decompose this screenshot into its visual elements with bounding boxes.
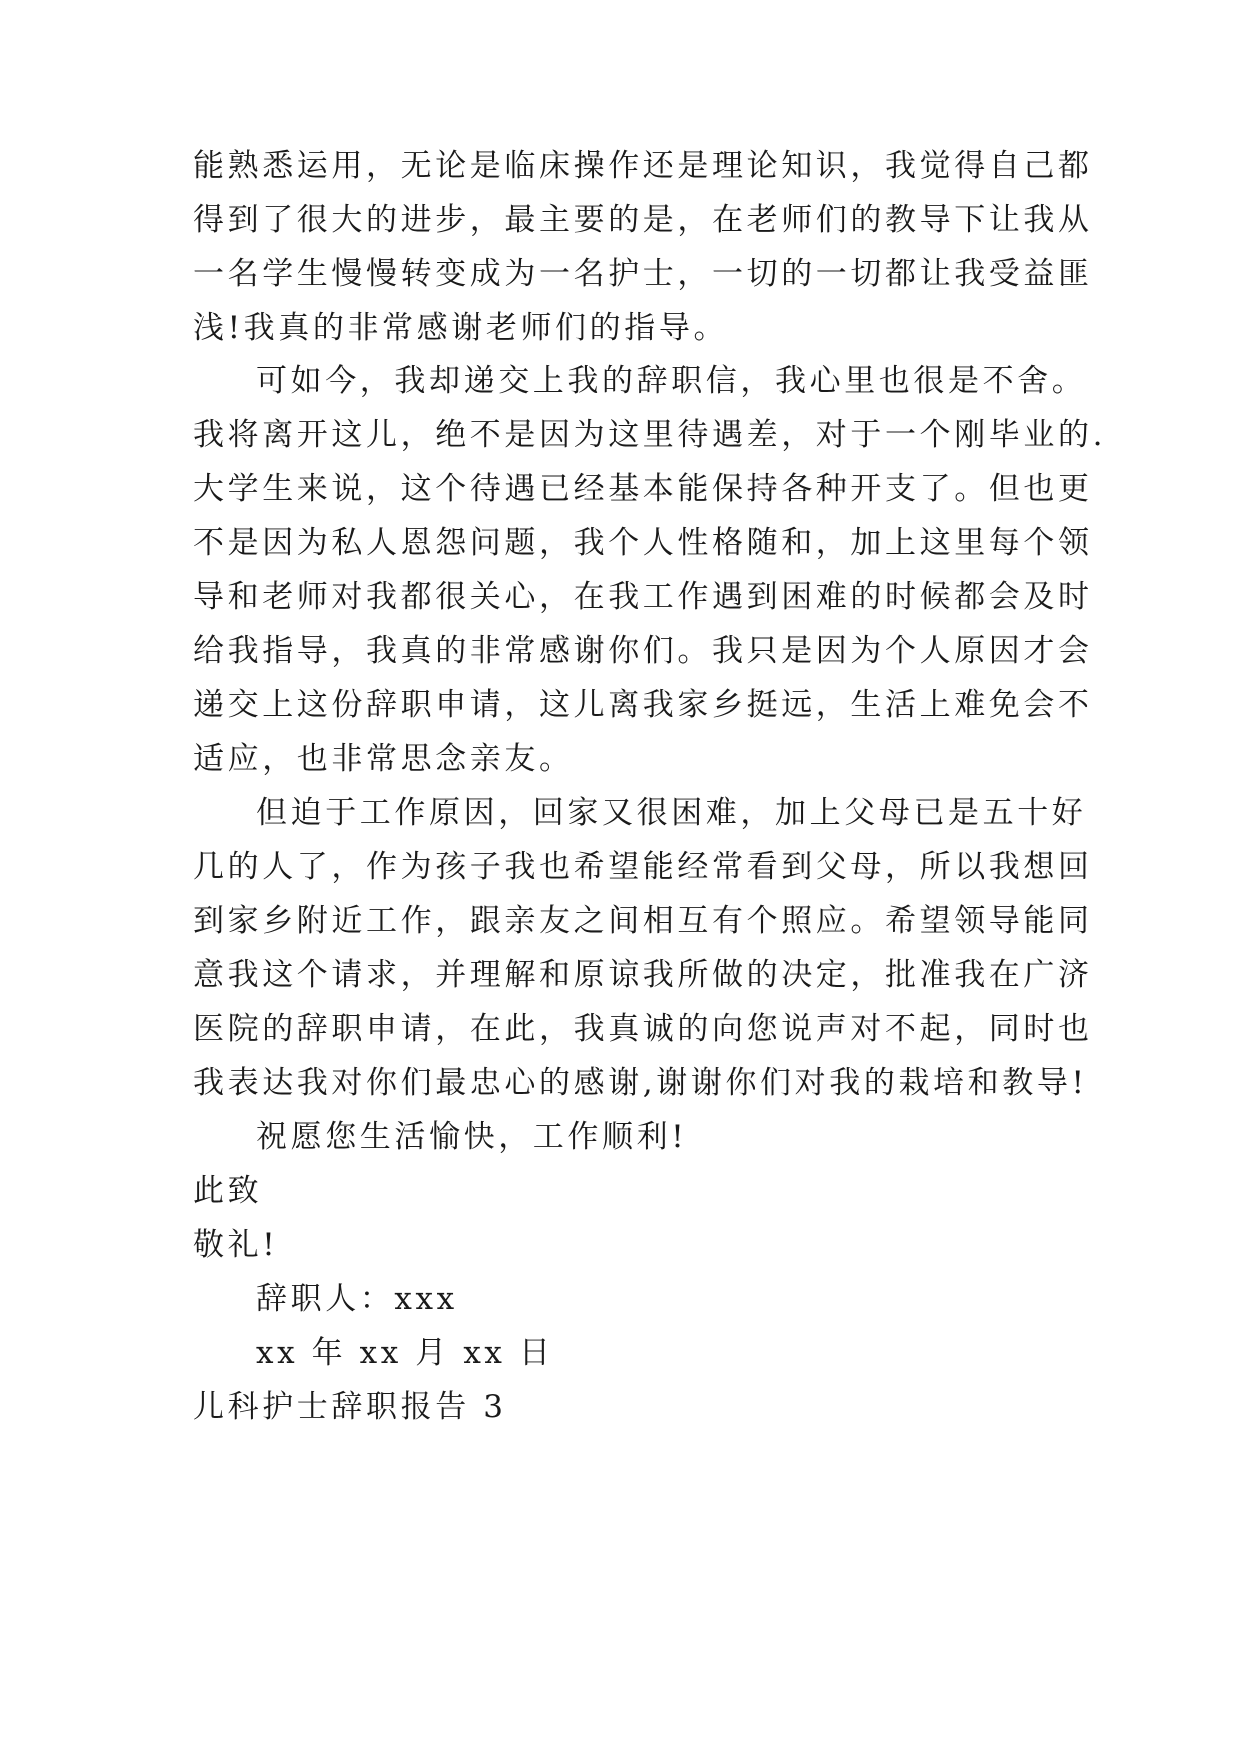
body-line: 一名学生慢慢转变成为一名护士，一切的一切都让我受益匪 [193, 256, 1093, 292]
salutation-ci-zhi: 此致 [193, 1173, 263, 1209]
salutation-jing-li: 敬礼! [193, 1227, 279, 1263]
body-line: 递交上这份辞职申请，这儿离我家乡挺远，生活上难免会不 [193, 687, 1093, 723]
paragraph-first-line: 但迫于工作原因，回家又很困难，加上父母已是五十好 [256, 795, 1087, 831]
body-line: 浅!我真的非常感谢老师们的指导。 [193, 310, 729, 346]
body-line: 意我这个请求，并理解和原谅我所做的决定，批准我在广济 [193, 957, 1093, 993]
body-line: 得到了很大的进步，最主要的是，在老师们的教导下让我从 [193, 202, 1093, 238]
body-line: 适应，也非常思念亲友。 [193, 741, 574, 777]
signature-line: 辞职人：xxx [256, 1281, 458, 1317]
body-line: 到家乡附近工作，跟亲友之间相互有个照应。希望领导能同 [193, 903, 1093, 939]
body-line: 几的人了，作为孩子我也希望能经常看到父母，所以我想回 [193, 849, 1093, 885]
paragraph-first-line: 可如今，我却递交上我的辞职信，我心里也很是不舍。 [256, 363, 1087, 399]
closing-wish: 祝愿您生活愉快，工作顺利! [256, 1119, 688, 1155]
body-line: 导和老师对我都很关心，在我工作遇到困难的时候都会及时 [193, 579, 1093, 615]
body-line: 给我指导，我真的非常感谢你们。我只是因为个人原因才会 [193, 633, 1093, 669]
body-line: 医院的辞职申请，在此，我真诚的向您说声对不起，同时也 [193, 1011, 1093, 1047]
body-line: 我将离开这儿，绝不是因为这里待遇差，对于一个刚毕业的. [193, 417, 1107, 453]
body-line: 不是因为私人恩怨问题，我个人性格随和，加上这里每个领 [193, 525, 1093, 561]
body-line: 能熟悉运用，无论是临床操作还是理论知识，我觉得自己都 [193, 148, 1093, 184]
section-heading: 儿科护士辞职报告 3 [193, 1389, 507, 1425]
body-line: 大学生来说，这个待遇已经基本能保持各种开支了。但也更 [193, 471, 1093, 507]
body-line: 我表达我对你们最忠心的感谢,谢谢你们对我的栽培和教导! [193, 1065, 1088, 1101]
date-line: xx 年 xx 月 xx 日 [256, 1335, 554, 1371]
